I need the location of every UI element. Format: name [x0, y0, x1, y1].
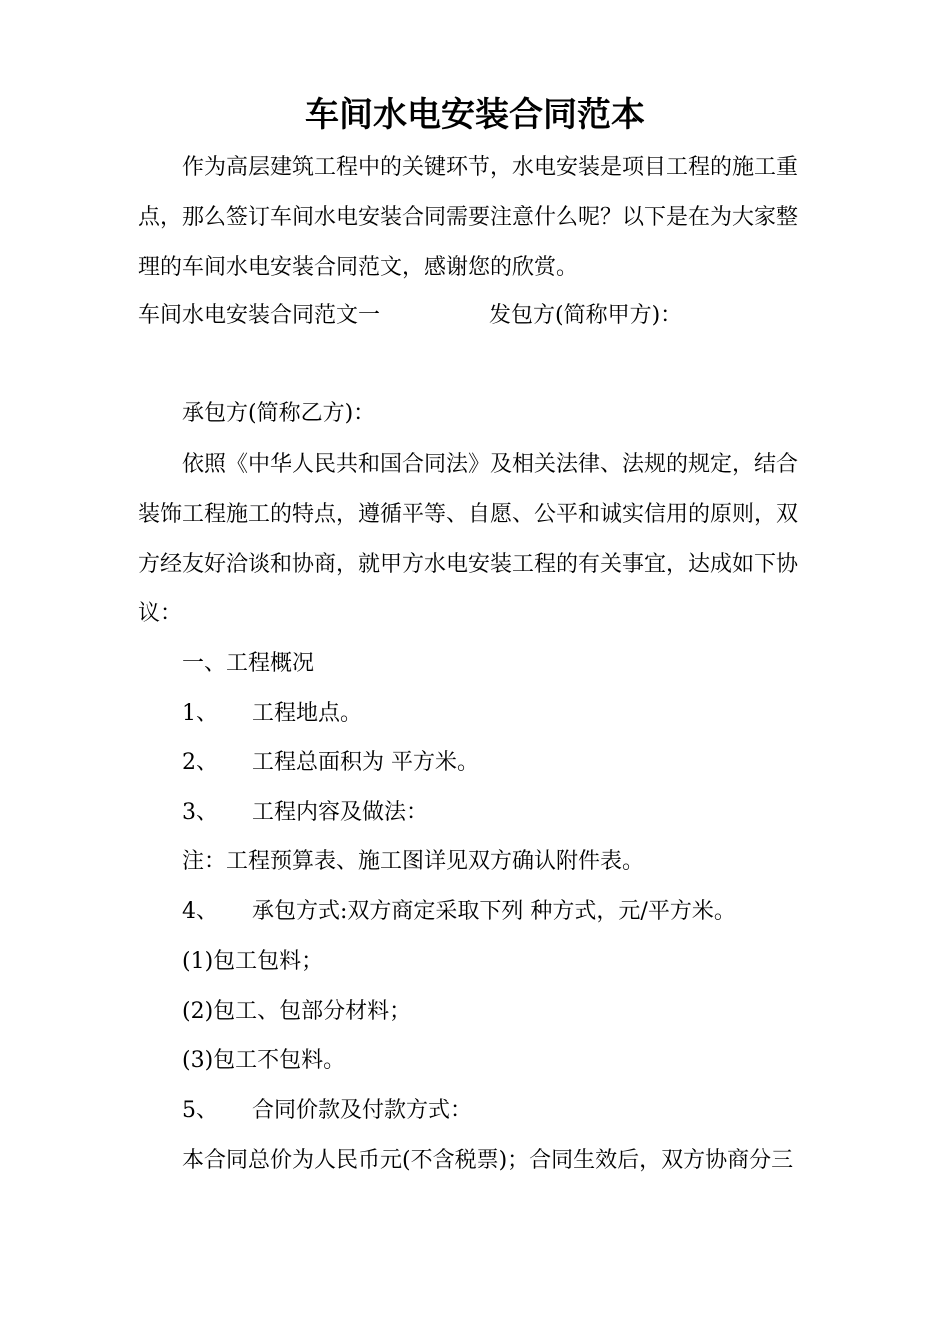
- intro-line-1: 作为高层建筑工程中的关键环节，水电安装是项目工程的施工重: [182, 155, 799, 180]
- preamble-line-2: 装饰工程施工的特点，遵循平等、自愿、公平和诚实信用的原则，双: [138, 502, 799, 527]
- item-4: [182, 887, 736, 937]
- party-b-label: 承包方(简称乙方)：: [182, 401, 376, 426]
- item-3-number: 3、: [182, 800, 218, 825]
- note-line: 注：工程预算表、施工图详见双方确认附件表。: [182, 849, 645, 874]
- intro-line-2: 点，那么签订车间水电安装合同需要注意什么呢？以下是在为大家整: [138, 205, 799, 230]
- intro-line-3: 理的车间水电安装合同范文，感谢您的欣赏。: [138, 255, 579, 280]
- party-a-label: 发包方(简称甲方)：: [489, 303, 683, 328]
- item-3: [182, 788, 428, 838]
- item-1-number: 1、: [182, 701, 218, 726]
- item-4-text: 承包方式:双方商定采取下列 种方式，元/平方米。: [252, 899, 736, 924]
- item-3-text: 工程内容及做法：: [252, 800, 429, 825]
- item-5-number: 5、: [182, 1098, 218, 1123]
- clause-1-heading: 一、工程概况: [182, 651, 315, 676]
- item-4-number: 4、: [182, 899, 218, 924]
- option-3: (3)包工不包料。: [182, 1048, 346, 1073]
- item-5-text: 合同价款及付款方式：: [252, 1098, 473, 1123]
- option-2: (2)包工、包部分材料；: [182, 999, 412, 1024]
- preamble-line-3: 方经友好洽谈和协商，就甲方水电安装工程的有关事宜，达成如下协: [138, 552, 799, 577]
- item-1-text: 工程地点。: [252, 701, 363, 726]
- price-line: 本合同总价为人民币元(不含税票)；合同生效后，双方协商分三: [182, 1148, 794, 1173]
- document-title: 车间水电安装合同范本: [305, 95, 645, 135]
- preamble-line-1: 依照《中华人民共和国合同法》及相关法律、法规的规定，结合: [182, 452, 799, 477]
- preamble-line-4: 议：: [138, 601, 183, 626]
- item-2-number: 2、: [182, 750, 218, 775]
- item-1: [182, 689, 362, 739]
- item-5: [182, 1086, 472, 1136]
- option-1: (1)包工包料；: [182, 949, 324, 974]
- item-2: [182, 738, 479, 788]
- section-heading: 车间水电安装合同范文一: [138, 303, 381, 328]
- item-2-text: 工程总面积为 平方米。: [252, 750, 479, 775]
